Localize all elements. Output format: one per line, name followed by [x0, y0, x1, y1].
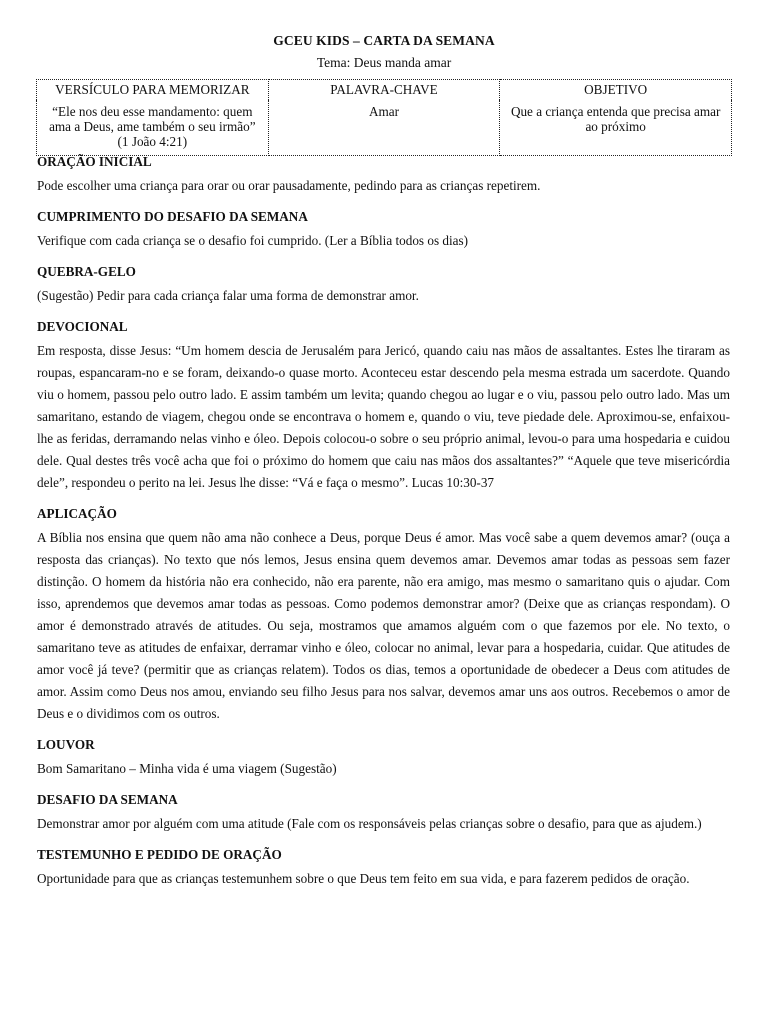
header-table-head-row	[37, 80, 732, 101]
section-text: Em resposta, disse Jesus: “Um homem descia de Jerusalém para Jericó, quando caiu nas mãos de assaltantes. Estes lhe tiraram as roupas, espancaram-no e se foram, deixando-o quase morto. Aconteceu estar descendo pela mesma estrada um sacerdote. Quando viu o homem, passou pelo outro lado. E assim também um levita; quando chegou ao lugar e o viu, passou pelo outro lado. Mas um samaritano, estando de viagem, chegou onde se encontrava o homem e, quando o viu, teve piedade dele. Aproximou-se, enfaixou-lhe as feridas, derramando nelas vinho e óleo. Depois colocou-o sobre o seu próprio animal, levou-o para uma hospedaria e cuidou dele. Qual destes três você acha que foi o próximo do homem que caiu nas mãos dos assaltantes?” “Aquele que teve misericórdia dele”, respondeu o perito na lei. Jesus lhe disse: “Vá e faça o mesmo”. Lucas 10:30-37	[37, 343, 730, 490]
section-text: Oportunidade para que as crianças testemunhem sobre o que Deus tem feito em sua vida, e para fazerem pedidos de oração.	[37, 871, 690, 886]
section-heading: QUEBRA-GELO	[37, 264, 136, 279]
section-aplicacao	[37, 505, 730, 725]
objective-cell	[500, 100, 732, 156]
section-oracao-inicial	[37, 153, 730, 197]
section-heading: TESTEMUNHO E PEDIDO DE ORAÇÃO	[37, 847, 282, 862]
section-louvor	[37, 736, 730, 780]
document-title: GCEU KIDS – CARTA DA SEMANA	[273, 33, 495, 48]
section-heading: ORAÇÃO INICIAL	[37, 154, 152, 169]
header-cell-keyword: PALAVRA-CHAVE	[268, 80, 500, 101]
section-text: Bom Samaritano – Minha vida é uma viagem (Sugestão)	[37, 761, 337, 776]
section-text: (Sugestão) Pedir para cada criança falar uma forma de demonstrar amor.	[37, 288, 419, 303]
verse-reference: (1 João 4:21)	[117, 134, 188, 149]
section-heading: DEVOCIONAL	[37, 319, 128, 334]
section-heading: DESAFIO DA SEMANA	[37, 792, 178, 807]
section-text: Pode escolher uma criança para orar ou orar pausadamente, pedindo para as crianças repetirem.	[37, 178, 541, 193]
section-devocional	[37, 318, 730, 494]
section-heading: APLICAÇÃO	[37, 506, 117, 521]
section-text: A Bíblia nos ensina que quem não ama não conhece a Deus, porque Deus é amor. Mas você sabe a quem devemos amar? (ouça a resposta das crianças). No texto que nós lemos, Jesus ensina quem devemos amar. Devemos amar todas as pessoas sem fazer distinção. O homem da história não era conhecido, não era parente, não era amigo, mas mesmo o samaritano quis o ajudar. Com isso, aprendemos que devemos amar todas as pessoas. Como podemos demonstrar amor? (Deixe que as crianças respondam). O amor é demonstrado através de atitudes. Ou seja, mostramos que amamos alguém com o que fazemos por ele. No texto, o samaritano teve as atitudes de enfaixar, derramar vinho e óleo, colocar no animal, levar para a hospedaria, cuidar. Que atitudes de amor você já teve? (permitir que as crianças relatem). Todos os dias, temos a oportunidade de obedecer a Deus com atitudes de amor. Assim como Deus nos amou, enviando seu filho Jesus para nos salvar, devemos amar uns aos outros. Recebemos o amor de Deus e o dividimos com os outros.	[37, 530, 730, 721]
keyword-value: Amar	[368, 104, 399, 119]
section-heading: CUMPRIMENTO DO DESAFIO DA SEMANA	[37, 209, 308, 224]
section-quebra-gelo	[37, 263, 730, 307]
verse-line: “Ele nos deu esse mandamento: quem	[52, 104, 253, 119]
objective-line: ao próximo	[585, 119, 646, 134]
section-heading: LOUVOR	[37, 737, 95, 752]
header-cell-objective: OBJETIVO	[500, 80, 732, 101]
header-cell-verse: VERSÍCULO PARA MEMORIZAR	[37, 80, 269, 101]
document-subtitle: Tema: Deus manda amar	[316, 55, 452, 70]
section-text: Demonstrar amor por alguém com uma atitude (Fale com os responsáveis pelas crianças sobre o desafio, para que as ajudem.)	[37, 816, 702, 831]
section-testemunho-oracao	[37, 846, 730, 890]
section-desafio-semana	[37, 791, 730, 835]
verse-line: ama a Deus, ame também o seu irmão”	[49, 119, 256, 134]
document-body	[37, 153, 730, 890]
section-cumprimento-desafio	[37, 208, 730, 252]
section-text: Verifique com cada criança se o desafio foi cumprido. (Ler a Bíblia todos os dias)	[37, 233, 469, 248]
objective-line: Que a criança entenda que precisa amar	[510, 104, 721, 119]
header-table	[36, 79, 732, 156]
keyword-cell	[268, 100, 500, 156]
header-table-body-row	[37, 100, 732, 156]
verse-cell	[37, 100, 269, 156]
